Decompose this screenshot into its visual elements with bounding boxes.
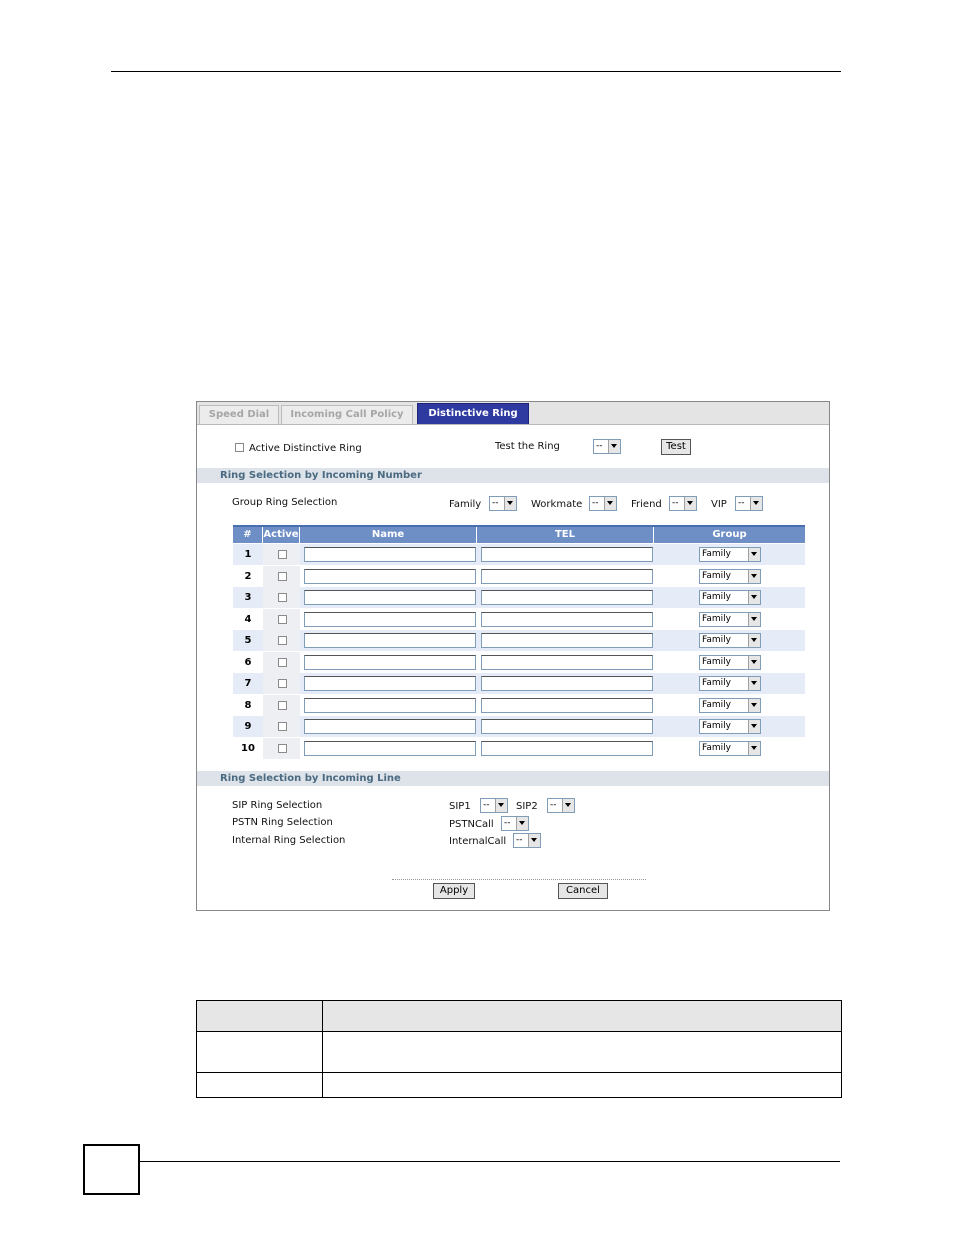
row-tel-input[interactable] xyxy=(481,655,653,670)
chevron-down-icon xyxy=(608,440,620,453)
active-distinctive-ring-checkbox[interactable] xyxy=(235,443,244,452)
distinctive-ring-screen xyxy=(196,401,830,911)
row-number: 4 xyxy=(244,613,252,625)
row-active-checkbox[interactable] xyxy=(278,550,287,559)
test-ring-label: Test the Ring xyxy=(495,441,560,452)
sip2-label: SIP2 xyxy=(516,801,538,812)
row-group-select[interactable]: Family xyxy=(699,612,761,627)
row-number: 6 xyxy=(244,656,252,668)
chevron-down-icon xyxy=(562,799,574,812)
button-divider xyxy=(392,879,646,880)
family-select[interactable]: -- xyxy=(489,496,517,511)
row-tel-input[interactable] xyxy=(481,698,653,713)
row-tel-input[interactable] xyxy=(481,547,653,562)
row-active-checkbox[interactable] xyxy=(278,572,287,581)
workmate-label: Workmate xyxy=(531,499,583,510)
row-group-select[interactable]: Family xyxy=(699,590,761,605)
page-header-rule xyxy=(111,71,841,72)
col-number: # xyxy=(233,527,263,543)
chevron-down-icon xyxy=(748,634,760,647)
chevron-down-icon xyxy=(748,699,760,712)
tab-speed-dial[interactable]: Speed Dial xyxy=(199,405,279,424)
section-header-incoming-line: Ring Selection by Incoming Line xyxy=(197,771,829,786)
friend-label: Friend xyxy=(631,499,662,510)
row-active-checkbox[interactable] xyxy=(278,744,287,753)
friend-select[interactable]: -- xyxy=(669,496,697,511)
row-number: 9 xyxy=(244,721,252,732)
row-tel-input[interactable] xyxy=(481,741,653,756)
cancel-button[interactable]: Cancel xyxy=(558,883,608,899)
tab-bar xyxy=(197,402,829,425)
vip-label: VIP xyxy=(711,499,727,510)
row-group-select[interactable]: Family xyxy=(699,698,761,713)
row-name-input[interactable] xyxy=(304,547,476,562)
row-group-select[interactable]: Family xyxy=(699,633,761,648)
row-active-checkbox[interactable] xyxy=(278,636,287,645)
test-ring-select[interactable]: -- xyxy=(593,439,621,454)
row-name-input[interactable] xyxy=(304,590,476,605)
chevron-down-icon xyxy=(748,742,760,755)
tab-incoming-call-policy[interactable]: Incoming Call Policy xyxy=(281,405,413,424)
row-group-select[interactable]: Family xyxy=(699,569,761,584)
row-group-select[interactable]: Family xyxy=(699,676,761,691)
table-row xyxy=(233,630,805,651)
internal-ring-selection-label: Internal Ring Selection xyxy=(232,835,346,846)
table-row xyxy=(233,652,805,673)
apply-button[interactable]: Apply xyxy=(433,883,475,899)
table-row xyxy=(233,673,805,694)
row-name-input[interactable] xyxy=(304,676,476,691)
table-row xyxy=(233,566,805,587)
row-name-input[interactable] xyxy=(304,698,476,713)
chevron-down-icon xyxy=(748,548,760,561)
row-group-select[interactable]: Family xyxy=(699,741,761,756)
chevron-down-icon xyxy=(748,591,760,604)
table-row xyxy=(233,716,805,737)
chevron-down-icon xyxy=(504,497,516,510)
chevron-down-icon xyxy=(748,677,760,690)
section-header-incoming-number: Ring Selection by Incoming Number xyxy=(197,468,829,483)
row-tel-input[interactable] xyxy=(481,590,653,605)
row-group-select[interactable]: Family xyxy=(699,547,761,562)
table-row xyxy=(233,695,805,716)
table-row xyxy=(197,1001,842,1032)
vip-select[interactable]: -- xyxy=(735,496,763,511)
chevron-down-icon xyxy=(748,720,760,733)
ring-table-header xyxy=(233,525,805,543)
description-table xyxy=(196,1000,842,1098)
test-button[interactable]: Test xyxy=(661,439,691,455)
row-tel-input[interactable] xyxy=(481,676,653,691)
col-tel: TEL xyxy=(477,527,654,543)
row-active-checkbox[interactable] xyxy=(278,701,287,710)
row-group-select[interactable]: Family xyxy=(699,655,761,670)
internal-call-label: InternalCall xyxy=(449,836,507,847)
active-distinctive-ring-label: Active Distinctive Ring xyxy=(249,443,362,454)
page-footer-rule xyxy=(140,1161,840,1162)
row-active-checkbox[interactable] xyxy=(278,679,287,688)
pstn-call-select[interactable]: -- xyxy=(501,816,529,831)
table-row xyxy=(233,544,805,565)
row-number: 1 xyxy=(244,549,252,560)
pstn-call-label: PSTNCall xyxy=(449,819,494,830)
row-tel-input[interactable] xyxy=(481,569,653,584)
table-row xyxy=(197,1073,842,1098)
internal-call-select[interactable]: -- xyxy=(513,833,541,848)
col-group: Group xyxy=(712,529,747,540)
col-name: Name xyxy=(300,527,477,543)
row-active-checkbox[interactable] xyxy=(278,722,287,731)
row-number: 10 xyxy=(241,742,255,754)
row-tel-input[interactable] xyxy=(481,633,653,648)
chevron-down-icon xyxy=(748,570,760,583)
chevron-down-icon xyxy=(528,834,540,847)
row-name-input[interactable] xyxy=(304,612,476,627)
row-group-select[interactable]: Family xyxy=(699,719,761,734)
chevron-down-icon xyxy=(516,817,528,830)
page-number-box xyxy=(83,1144,140,1195)
row-name-input[interactable] xyxy=(304,719,476,734)
pstn-ring-selection-label: PSTN Ring Selection xyxy=(232,817,333,828)
row-name-input[interactable] xyxy=(304,655,476,670)
chevron-down-icon xyxy=(684,497,696,510)
row-number: 8 xyxy=(244,699,252,711)
sip1-select[interactable]: -- xyxy=(480,798,508,813)
row-active-checkbox[interactable] xyxy=(278,593,287,602)
row-active-checkbox[interactable] xyxy=(278,615,287,624)
table-row xyxy=(233,738,805,759)
row-name-input[interactable] xyxy=(304,569,476,584)
row-number: 7 xyxy=(244,678,252,689)
row-tel-input[interactable] xyxy=(481,612,653,627)
sip-ring-selection-label: SIP Ring Selection xyxy=(232,800,323,811)
sip2-select[interactable]: -- xyxy=(547,798,575,813)
chevron-down-icon xyxy=(748,656,760,669)
table-row xyxy=(197,1032,842,1073)
row-name-input[interactable] xyxy=(304,741,476,756)
row-number: 3 xyxy=(244,592,252,603)
chevron-down-icon xyxy=(750,497,762,510)
sip1-label: SIP1 xyxy=(449,801,471,812)
row-active-checkbox[interactable] xyxy=(278,658,287,667)
chevron-down-icon xyxy=(748,613,760,626)
workmate-select[interactable]: -- xyxy=(589,496,617,511)
table-row xyxy=(233,609,805,630)
family-label: Family xyxy=(449,499,482,510)
row-name-input[interactable] xyxy=(304,633,476,648)
chevron-down-icon xyxy=(495,799,507,812)
row-number: 2 xyxy=(244,570,252,582)
table-row xyxy=(233,587,805,608)
group-ring-selection-label: Group Ring Selection xyxy=(232,497,338,508)
tab-distinctive-ring[interactable]: Distinctive Ring xyxy=(417,403,529,424)
chevron-down-icon xyxy=(604,497,616,510)
col-active: Active xyxy=(263,527,300,543)
row-tel-input[interactable] xyxy=(481,719,653,734)
row-number: 5 xyxy=(244,635,252,646)
